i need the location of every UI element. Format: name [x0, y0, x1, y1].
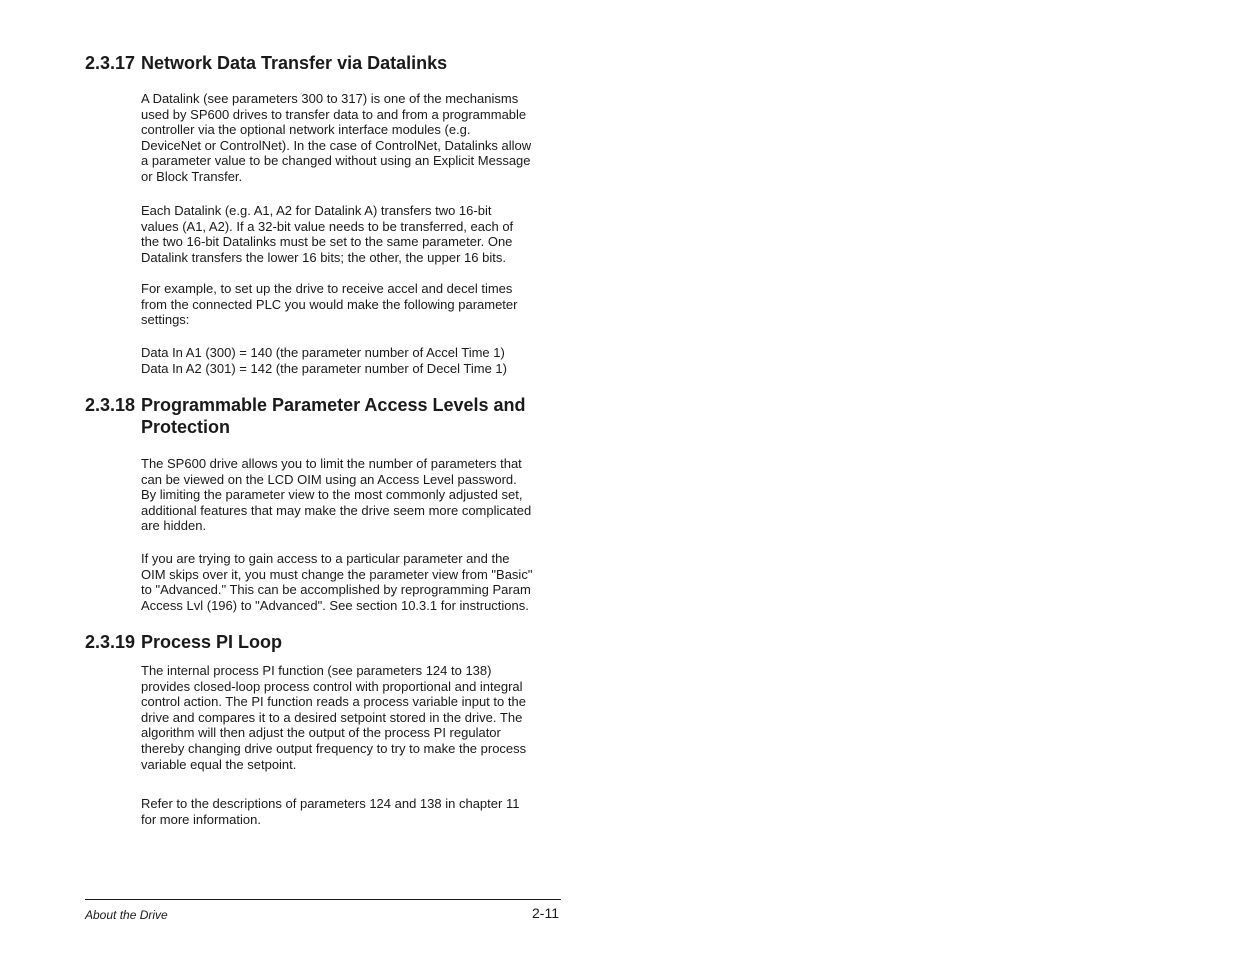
paragraph: A Datalink (see parameters 300 to 317) is one of the mechanisms used by SP600 drives to transfer data to and from a programmable controller via the optional network interface modules (e.g. DeviceNet or ControlNet). In the case of ControlNet, Datalinks allow a parameter value to be changed without using an Explicit Message or Block Transfer. [141, 91, 532, 184]
section-title: Programmable Parameter Access Levels and Protection [141, 395, 526, 437]
section-title: Process PI Loop [141, 632, 283, 652]
paragraph: If you are trying to gain access to a particular parameter and the OIM skips over it, you must change the parameter view from "Basic" to "Advanced." This can be accomplished by reprogramming Param Access Lvl (196) to "Advanced". See section 10.3.1 for instructions. [141, 551, 533, 613]
section-number: 2.3.19 [85, 632, 136, 652]
section-title: Network Data Transfer via Datalinks [141, 53, 448, 73]
paragraph: Each Datalink (e.g. A1, A2 for Datalink A) transfers two 16-bit values (A1, A2). If a 32-bit value needs to be transferred, each of the two 16-bit Datalinks must be set to the same parameter. One Datalink transfers the lower 16 bits; the other, the upper 16 bits. [141, 203, 514, 265]
paragraph: The internal process PI function (see parameters 124 to 138) provides closed-loop process control with proportional and integral control action. The PI function reads a process variable input to the drive and compares it to a desired setpoint stored in the drive. The algorithm will then adjust the output of the process PI regulator thereby changing drive output frequency to try to make the process variable equal the setpoint. [141, 663, 527, 772]
section-heading-2-3-18 [85, 394, 565, 438]
section-number: 2.3.18 [85, 395, 136, 415]
paragraph: The SP600 drive allows you to limit the number of parameters that can be viewed on the LCD OIM using an Access Level password. By limiting the parameter view to the most commonly adjusted set, additional features that may make the drive seem more complicated are hidden. [141, 456, 532, 534]
paragraph: Data In A1 (300) = 140 (the parameter number of Accel Time 1) Data In A2 (301) = 142 (the parameter number of Decel Time 1) [141, 345, 507, 376]
section-heading-2-3-17 [85, 52, 565, 74]
footer-divider [85, 899, 561, 900]
footer-chapter-title: About the Drive [85, 908, 168, 922]
footer-page-number: 2-11 [532, 905, 559, 921]
section-number: 2.3.17 [85, 53, 136, 73]
paragraph: Refer to the descriptions of parameters 124 and 138 in chapter 11 for more information. [141, 796, 520, 827]
section-heading-2-3-19 [85, 631, 565, 653]
paragraph: For example, to set up the drive to receive accel and decel times from the connected PLC you would make the following parameter settings: [141, 281, 518, 328]
